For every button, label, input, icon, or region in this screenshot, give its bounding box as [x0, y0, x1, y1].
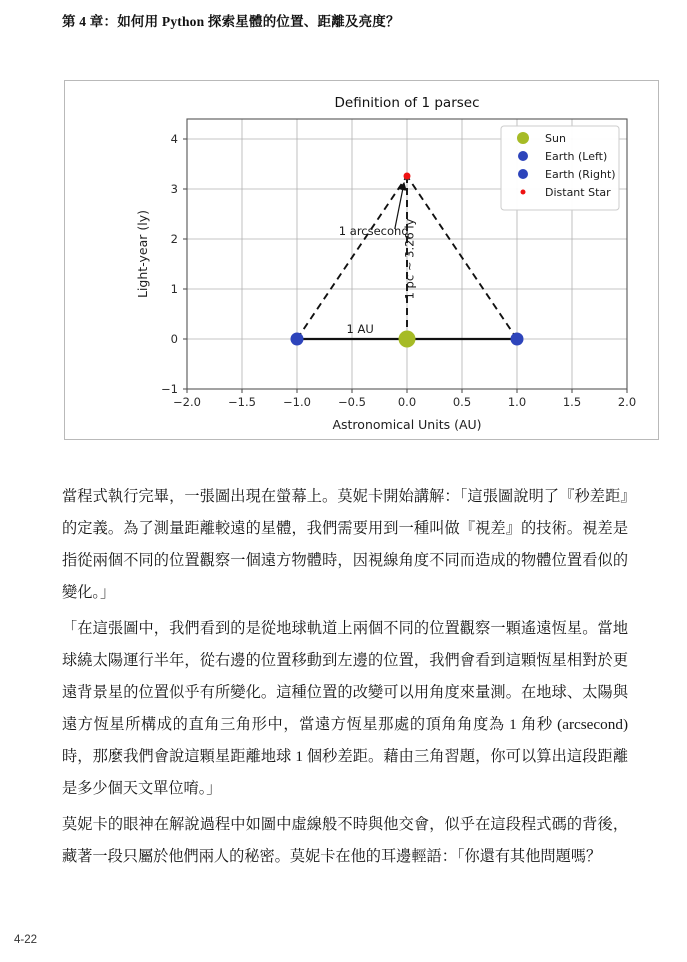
- annotation-arcsecond: 1 arcsecond: [338, 224, 409, 238]
- y-tick-label-5: 4: [170, 132, 178, 146]
- legend-marker-3: [521, 190, 526, 195]
- y-tick-label-0: −1: [161, 382, 178, 396]
- y-axis-label: Light-year (ly): [135, 210, 150, 298]
- chart-title: Definition of 1 parsec: [334, 95, 480, 111]
- y-tick-label-2: 1: [170, 282, 178, 296]
- marker-sun: [399, 331, 416, 348]
- marker-earth-right: [511, 333, 524, 346]
- x-tick-label-0: −2.0: [173, 395, 201, 409]
- page-folio: 4-22: [14, 934, 38, 946]
- x-tick-label-1: −1.5: [228, 395, 256, 409]
- y-tick-label-4: 3: [170, 182, 178, 196]
- x-tick-label-3: −0.5: [338, 395, 366, 409]
- paragraph-1: 當程式執行完畢，一張圖出現在螢幕上。莫妮卡開始講解：「這張圖說明了『秒差距』的定義。為了測量距離較遠的星體，我們需要用到一種叫做『視差』的技術。視差是指從兩個不同的位置觀察一個遠方物體時，因視線角度不同而造成的物體位置看似的變化。」: [62, 488, 628, 602]
- legend-marker-0: [517, 132, 529, 144]
- legend-label-1: Earth (Left): [545, 150, 608, 163]
- annotation-au-baseline: 1 AU: [346, 322, 374, 336]
- x-tick-label-4: 0.0: [397, 395, 417, 409]
- x-tick-label-8: 2.0: [617, 395, 637, 409]
- marker-distant-star: [404, 173, 411, 180]
- paragraph-3: 莫妮卡的眼神在解說過程中如圖中虛線般不時與他交會，似乎在這段程式碼的背後，藏著一段只屬於他們兩人的秘密。莫妮卡在他的耳邊輕語：「你還有其他問題嗎？: [62, 816, 628, 866]
- chart-canvas: [65, 81, 658, 439]
- marker-earth-left: [291, 333, 304, 346]
- legend-marker-1: [518, 151, 528, 161]
- y-tick-label-3: 2: [170, 232, 178, 246]
- x-tick-label-2: −1.0: [283, 395, 311, 409]
- x-axis-label: Astronomical Units (AU): [332, 417, 482, 432]
- figure-container: [64, 80, 659, 440]
- parsec-diagram-chart: [65, 81, 658, 439]
- paragraph-2: 「在這張圖中，我們看到的是從地球軌道上兩個不同的位置觀察一顆遙遠恆星。當地球繞太陽運行半年，從右邊的位置移動到左邊的位置，我們會看到這顆恆星相對於更遠背景星的位置似乎有所變化。這種位置的改變可以用角度來量測。在地球、太陽與遠方恆星所構成的直角三角形中，當遠方恆星那處的頂角角度為 1 角秒 (arcsecond) 時，那麼我們會說這顆星距離地球 1 個秒差距。藉由三角習題，你可以算出這段距離是多少個天文單位唷。」: [62, 620, 628, 798]
- legend-label-2: Earth (Right): [545, 168, 616, 181]
- y-tick-label-1: 0: [170, 332, 178, 346]
- legend-label-3: Distant Star: [545, 186, 611, 199]
- x-tick-label-7: 1.5: [562, 395, 582, 409]
- legend-label-0: Sun: [545, 132, 566, 145]
- legend-marker-2: [518, 169, 528, 179]
- x-tick-label-6: 1.0: [507, 395, 527, 409]
- annotation-parsec: 1 pc ~ 3.26 ly: [402, 218, 417, 300]
- x-tick-label-5: 0.5: [452, 395, 472, 409]
- running-head: 第 4 章：如何用 Python 探索星體的位置、距離及亮度？: [62, 14, 400, 29]
